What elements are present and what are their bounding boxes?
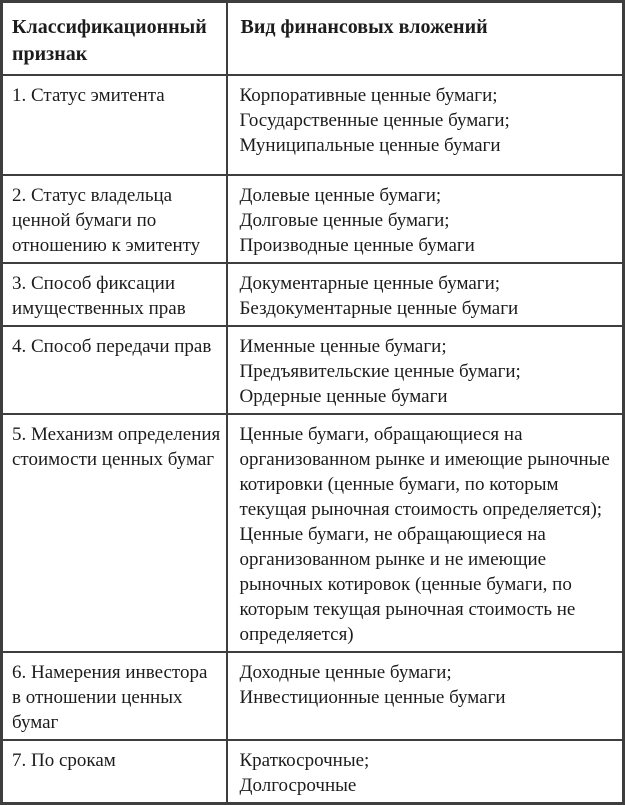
type-item: Долговые ценные бумаги; xyxy=(239,210,450,231)
criterion-cell: 7. По срокам xyxy=(2,740,227,804)
table-row xyxy=(2,326,624,414)
types-cell xyxy=(227,414,624,652)
types-cell xyxy=(227,175,624,263)
type-item: Ценные бумаги, обращающиеся на организованном рынке и имеющие рыночные котировки (ценные бумаги, по которым текущая рыночная стоимость определяется); xyxy=(239,424,610,520)
type-item: Доходные ценные бумаги; xyxy=(239,662,452,683)
column-header-investment-type: Вид финансовых вложений xyxy=(227,2,624,76)
type-item: Государственные ценные бумаги; xyxy=(239,110,510,131)
type-item: Краткосрочные; xyxy=(239,750,370,771)
type-item: Производные ценные бумаги xyxy=(239,235,475,256)
type-item: Муниципальные ценные бумаги xyxy=(239,135,501,156)
type-item: Ценные бумаги, не обращающиеся на организованном рынке и не имеющие рыночных котировок (ценные бумаги, по которым текущая рыночная стоимость не определяется) xyxy=(239,524,576,645)
criterion-cell: 2. Статус владельца ценной бумаги по отношению к эмитенту xyxy=(2,175,227,263)
header-row xyxy=(2,2,624,76)
criterion-cell: 1. Статус эмитента xyxy=(2,75,227,175)
type-item: Ордерные ценные бумаги xyxy=(239,386,448,407)
criterion-cell: 4. Способ передачи прав xyxy=(2,326,227,414)
type-item: Корпоративные ценные бумаги; xyxy=(239,85,498,106)
types-cell xyxy=(227,740,624,804)
column-header-criterion: Классификационный признак xyxy=(2,2,227,76)
table-row xyxy=(2,263,624,326)
table-row xyxy=(2,740,624,804)
types-cell xyxy=(227,75,624,175)
types-cell xyxy=(227,263,624,326)
criterion-cell: 6. Намерения инвестора в отношении ценных бумаг xyxy=(2,652,227,740)
type-item: Бездокументарные ценные бумаги xyxy=(239,298,519,319)
types-cell xyxy=(227,326,624,414)
table-row xyxy=(2,652,624,740)
type-item: Долевые ценные бумаги; xyxy=(239,185,442,206)
table-row xyxy=(2,75,624,175)
type-item: Именные ценные бумаги; xyxy=(239,336,447,357)
table-row xyxy=(2,175,624,263)
criterion-cell: 3. Способ фиксации имущественных прав xyxy=(2,263,227,326)
type-item: Долгосрочные xyxy=(239,775,357,796)
type-item: Инвестиционные ценные бумаги xyxy=(239,687,506,708)
table-row xyxy=(2,414,624,652)
type-item: Предъявительские ценные бумаги; xyxy=(239,361,521,382)
types-cell xyxy=(227,652,624,740)
type-item: Документарные ценные бумаги; xyxy=(239,273,501,294)
criterion-cell: 5. Механизм определения стоимости ценных бумаг xyxy=(2,414,227,652)
